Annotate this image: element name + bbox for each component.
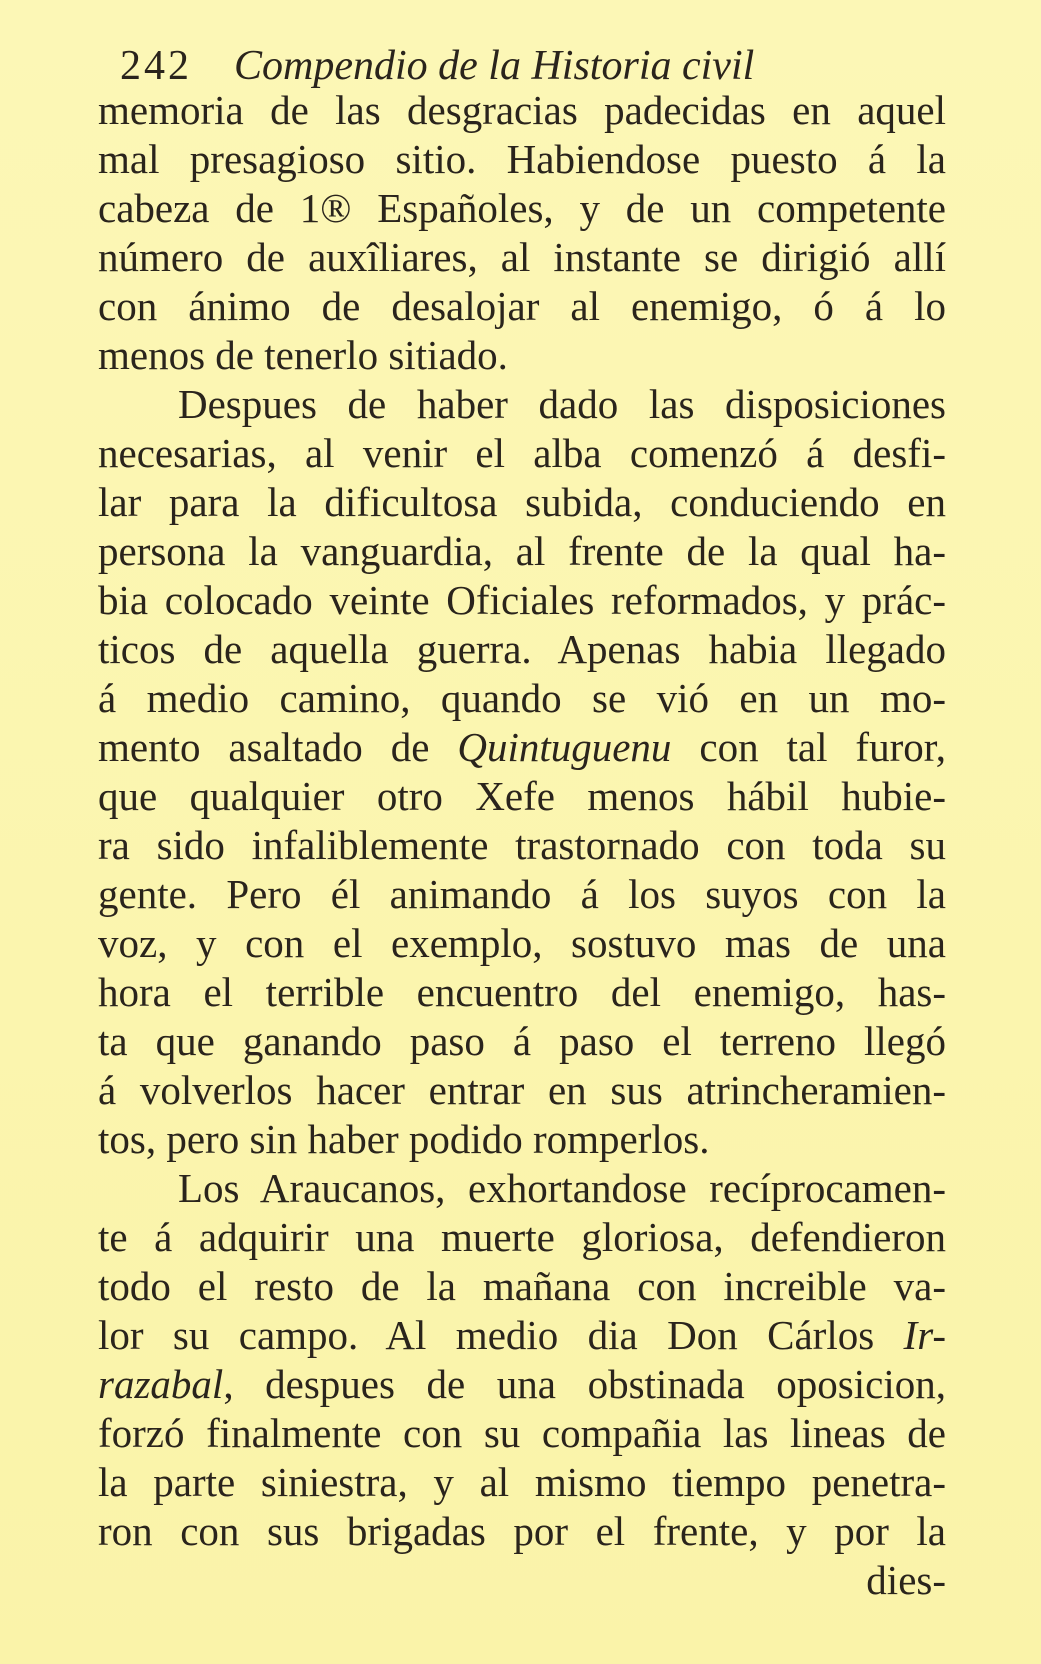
text-line: lar para la dificultosa subida, conduciendo en (98, 479, 946, 525)
text-line: cabeza de 1® Españoles, y de un competente (98, 185, 946, 231)
text-line: voz, y con el exemplo, sostuvo mas de una (98, 920, 946, 966)
catchword: dies- (866, 1557, 946, 1603)
text-line: á medio camino, quando se vió en un mo- (98, 675, 946, 721)
text-line: persona la vanguardia, al frente de la qual ha- (98, 528, 946, 574)
text-line: ticos de aquella guerra. Apenas habia llegado (98, 626, 946, 672)
text-fragment: , despues de una obstinada oposicion, (223, 1361, 946, 1407)
text-line: tos, pero sin haber podido romperlos. (98, 1116, 710, 1162)
italic-name: Quintuguenu (457, 724, 672, 770)
text-line: te á adquirir una muerte gloriosa, defendieron (98, 1214, 946, 1260)
running-title: Compendio de la Historia civil (234, 43, 755, 89)
text-line: hora el terrible encuentro del enemigo, has- (98, 969, 946, 1015)
text-line (98, 723, 946, 772)
text-line: menos de tenerlo sitiado. (98, 332, 508, 378)
text-line: gente. Pero él animando á los suyos con la (98, 871, 946, 917)
text-line: ron con sus brigadas por el frente, y por la (98, 1508, 946, 1554)
text-line: ra sido infaliblemente trastornado con toda su (98, 822, 946, 868)
paragraph-start-line: Despues de haber dado las disposiciones (178, 381, 946, 427)
text-line: la parte siniestra, y al mismo tiempo penetra- (98, 1459, 946, 1505)
text-line: mal presagioso sitio. Habiendose puesto á la (98, 136, 946, 182)
text-line: memoria de las desgracias padecidas en aquel (98, 87, 946, 133)
text-line: todo el resto de la mañana con increible va- (98, 1263, 946, 1309)
text-line: forzó finalmente con su compañia las lineas de (98, 1410, 946, 1456)
text-line: á volverlos hacer entrar en sus atrincheramien- (98, 1067, 946, 1113)
text-line (98, 1360, 946, 1409)
text-line: necesarias, al venir el alba comenzó á desfi- (98, 430, 946, 476)
text-fragment: con tal furor, (671, 724, 947, 770)
text-line: que qualquier otro Xefe menos hábil hubie- (98, 773, 946, 819)
text-line: número de auxîliares, al instante se dirigió allí (98, 234, 946, 280)
text-fragment: mento asaltado de (98, 724, 458, 770)
italic-name: Ir- (903, 1312, 946, 1358)
page-number: 242 (120, 43, 192, 89)
text-line (98, 1311, 946, 1360)
paragraph-start-line: Los Araucanos, exhortandose recíprocamen- (178, 1165, 946, 1211)
text-line: ta que ganando paso á paso el terreno llegó (98, 1018, 946, 1064)
text-line: con ánimo de desalojar al enemigo, ó á lo (98, 283, 946, 329)
text-line: bia colocado veinte Oficiales reformados, y prác- (98, 577, 946, 623)
italic-name: razabal (98, 1361, 224, 1407)
text-fragment: lor su campo. Al medio dia Don Cárlos (98, 1312, 904, 1358)
body-text (98, 86, 946, 1605)
